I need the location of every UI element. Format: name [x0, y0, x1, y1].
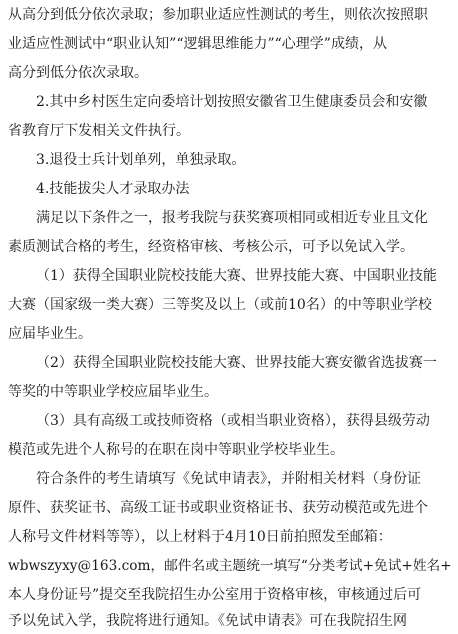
text-line: 原件、获奖证书、高级工证书或职业资格证书、获劳动模范或先进个 [8, 500, 428, 516]
text-line: 模范或先进个人称号的在职在岗中等职业学校毕业生。 [8, 442, 344, 458]
text-line: 省教育厅下发相关文件执行。 [8, 123, 190, 139]
text-line: 本人身份证号”提交至我院招生办公室用于资格审核，审核通过后可 [8, 587, 422, 603]
text-line: 高分到低分依次录取。 [8, 65, 148, 81]
text-line: 人称号文件材料等等），以上材料于4月10日前拍照发至邮箱： [8, 529, 392, 545]
text-line: 3.退役士兵计划单列，单独录取。 [36, 152, 246, 168]
text-line: 予以免试入学，我院将进行通知。《免试申请表》可在我院招生网 [8, 613, 407, 629]
email-line: wbwszyxy@163.com，邮件名或主题统一填写“分类考试+免试+姓名+ [8, 558, 452, 574]
text-line: 应届毕业生。 [8, 326, 92, 342]
text-line: 业适应性测试中“职业认知”“逻辑思维能力”“心理学”成绩，从 [8, 36, 387, 52]
text-line: （1）获得全国职业院校技能大赛、世界技能大赛、中国职业技能 [36, 268, 437, 284]
text-line: （2）获得全国职业院校技能大赛、世界技能大赛安徽省选拔赛一 [36, 355, 437, 371]
text-line: （3）具有高级工或技师资格（或相当职业资格），获得县级劳动 [36, 413, 430, 429]
text-line: 从高分到低分依次录取；参加职业适应性测试的考生，则依次按照职 [8, 7, 428, 23]
text-line: 素质测试合格的考生，经资格审核、考核公示，可予以免试入学。 [8, 239, 414, 255]
text-line: 满足以下条件之一，报考我院与获奖赛项相同或相近专业且文化 [36, 210, 428, 226]
section-heading: 4.技能拔尖人才录取办法 [36, 181, 190, 197]
text-line: 2.其中乡村医生定向委培计划按照安徽省卫生健康委员会和安徽 [36, 94, 428, 110]
text-line: 等奖的中等职业学校应届毕业生。 [8, 384, 218, 400]
text-line: 大赛（国家级一类大赛）三等奖及以上（或前10名）的中等职业学校 [8, 297, 432, 313]
text-line: 符合条件的考生请填写《免试申请表》，并附相关材料（身份证 [36, 471, 421, 487]
